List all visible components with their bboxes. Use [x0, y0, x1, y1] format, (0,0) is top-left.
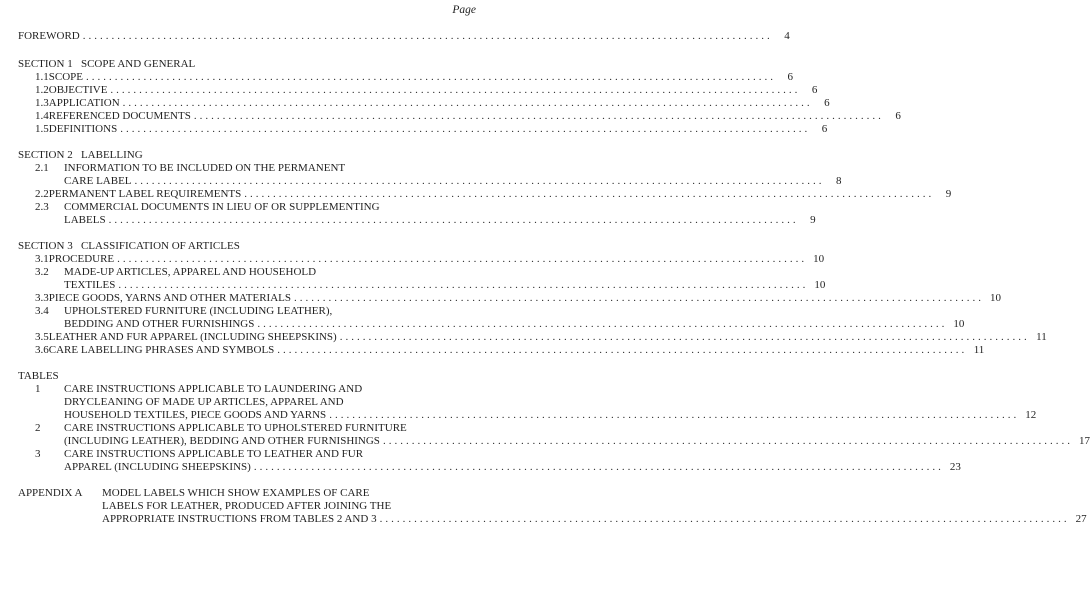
toc-entry-line[interactable] [18, 383, 480, 396]
entry-title-line: MODEL LABELS WHICH SHOW EXAMPLES OF CARE [102, 487, 370, 499]
toc-entry-line[interactable] [18, 422, 480, 435]
page-number: 17 [1078, 435, 1090, 447]
entry-title: PIECE GOODS, YARNS AND OTHER MATERIALS [48, 292, 291, 304]
page-number: 6 [824, 97, 830, 109]
page-number: 9 [810, 214, 816, 226]
entry-number: 1.5 [35, 123, 49, 135]
entry-title: HOUSEHOLD TEXTILES, PIECE GOODS AND YARNS [64, 409, 327, 421]
entry-number: 1.3 [35, 97, 49, 109]
dot-leader: ........................................................................................................................ [257, 318, 948, 330]
entry-title-line: COMMERCIAL DOCUMENTS IN LIEU OF OR SUPPLEMENTING [64, 201, 380, 213]
toc-entry-foreword[interactable] [18, 30, 790, 43]
dot-leader: ........................................................................................................................ [277, 344, 968, 356]
page-number: 8 [836, 175, 842, 187]
toc-entry[interactable] [18, 175, 842, 188]
entry-title-line: CARE INSTRUCTIONS APPLICABLE TO UPHOLSTERED FURNITURE [64, 422, 407, 434]
toc-entry[interactable] [18, 344, 985, 357]
toc-entry[interactable] [18, 279, 826, 292]
toc-entry[interactable] [18, 188, 952, 201]
entry-title: (INCLUDING LEATHER), BEDDING AND OTHER FURNISHINGS [64, 435, 380, 447]
toc-entry-line[interactable] [18, 201, 480, 214]
entry-title: DEFINITIONS [48, 123, 118, 135]
page-column-label: Page [452, 4, 476, 16]
tables-heading: TABLES [18, 370, 59, 382]
entry-title: OBJECTIVE [48, 84, 108, 96]
entry-title: LEATHER AND FUR APPAREL (INCLUDING SHEEPSKINS) [48, 331, 337, 343]
page-number: 10 [813, 253, 825, 265]
entry-number: 2.3 [35, 201, 49, 213]
section-title: CLASSIFICATION OF ARTICLES [80, 240, 240, 252]
entry-title: FOREWORD [18, 30, 80, 42]
entry-title-line: MADE-UP ARTICLES, APPAREL AND HOUSEHOLD [64, 266, 317, 278]
dot-leader: ........................................................................................................................ [329, 409, 1020, 421]
toc-entry[interactable] [18, 292, 1001, 305]
toc-entry[interactable] [18, 123, 828, 136]
dot-leader: ........................................................................................................................ [108, 214, 799, 226]
entry-title: PERMANENT LABEL REQUIREMENTS [48, 188, 242, 200]
toc-entry[interactable] [18, 214, 816, 227]
entry-title: TEXTILES [64, 279, 116, 291]
toc-entry[interactable] [18, 84, 818, 97]
toc-entry-line[interactable] [18, 448, 480, 461]
entry-title-line: CARE INSTRUCTIONS APPLICABLE TO LAUNDERING AND [64, 383, 363, 395]
dot-leader: ........................................................................................................................ [134, 175, 825, 187]
entry-title-line: INFORMATION TO BE INCLUDED ON THE PERMANENT [64, 162, 346, 174]
entry-number: 1.4 [35, 110, 49, 122]
dot-leader: ........................................................................................................................ [120, 123, 811, 135]
entry-title: SCOPE [48, 71, 83, 83]
dot-leader: ........................................................................................................................ [110, 84, 801, 96]
section-title: SCOPE AND GENERAL [80, 58, 196, 70]
entry-number: 3.3 [35, 292, 49, 304]
page-number: 12 [1025, 409, 1037, 421]
toc-entry[interactable] [18, 435, 1090, 448]
toc-entry[interactable] [18, 253, 825, 266]
page-number: 27 [1075, 513, 1087, 525]
toc-entry-line[interactable] [18, 305, 480, 318]
entry-title: REFERENCED DOCUMENTS [48, 110, 191, 122]
dot-leader: ........................................................................................................................ [122, 97, 813, 109]
entry-title: PROCEDURE [48, 253, 115, 265]
dot-leader: ........................................................................................................................ [379, 513, 1070, 525]
entry-title-line: UPHOLSTERED FURNITURE (INCLUDING LEATHER), [64, 305, 333, 317]
entry-title: APPROPRIATE INSTRUCTIONS FROM TABLES 2 AND 3 [102, 513, 377, 525]
appendix-label: APPENDIX A [18, 487, 83, 499]
page-number: 6 [787, 71, 793, 83]
section-label: SECTION 3 [18, 240, 73, 252]
page-number: 6 [811, 84, 818, 96]
page-number: 10 [953, 318, 965, 330]
page-number: 4 [784, 30, 790, 42]
dot-leader: ........................................................................................................................ [117, 253, 808, 265]
entry-title-line: CARE INSTRUCTIONS APPLICABLE TO LEATHER AND FUR [64, 448, 364, 460]
page-number: 6 [821, 123, 828, 135]
dot-leader: ........................................................................................................................ [82, 30, 773, 42]
entry-number: 3 [35, 448, 41, 460]
toc-entry[interactable] [18, 318, 965, 331]
page-number: 10 [814, 279, 826, 291]
entry-title: APPAREL (INCLUDING SHEEPSKINS) [64, 461, 251, 473]
toc-entry-line[interactable] [18, 396, 480, 409]
entry-number: 2 [35, 422, 41, 434]
entry-number: 1.2 [35, 84, 49, 96]
page-number: 11 [973, 344, 985, 356]
entry-number: 3.4 [35, 305, 49, 317]
toc-entry[interactable] [18, 331, 1047, 344]
page-number: 9 [945, 188, 952, 200]
dot-leader: ........................................................................................................................ [244, 188, 935, 200]
toc-entry-line[interactable] [18, 487, 480, 500]
toc-entry[interactable] [18, 97, 830, 110]
toc-entry-line[interactable] [18, 162, 480, 175]
table-of-contents [18, 30, 1090, 526]
entry-number: 3.2 [35, 266, 49, 278]
page-number: 6 [895, 110, 901, 122]
toc-entry-line[interactable] [18, 500, 480, 513]
page-number: 10 [989, 292, 1001, 304]
entry-title: APPLICATION [48, 97, 120, 109]
entry-number: 1 [35, 383, 41, 395]
entry-number: 2.1 [35, 162, 49, 174]
toc-entry-appendix-a[interactable] [18, 513, 1087, 526]
section-3-heading [18, 240, 480, 253]
entry-title: CARE LABEL [64, 175, 132, 187]
dot-leader: ........................................................................................................................ [382, 435, 1073, 447]
entry-title: CARE LABELLING PHRASES AND SYMBOLS [48, 344, 275, 356]
section-2-heading [18, 149, 480, 162]
entry-title: LABELS [64, 214, 106, 226]
entry-number: 3.6 [35, 344, 49, 356]
entry-title-line: LABELS FOR LEATHER, PRODUCED AFTER JOINING THE [102, 500, 392, 512]
entry-number: 3.1 [35, 253, 49, 265]
section-label: SECTION 2 [18, 149, 73, 161]
section-label: SECTION 1 [18, 58, 73, 70]
dot-leader: ........................................................................................................................ [293, 292, 984, 304]
dot-leader: ........................................................................................................................ [86, 71, 776, 83]
section-1-heading [18, 58, 480, 71]
entry-number: 3.5 [35, 331, 49, 343]
entry-number: 2.2 [35, 188, 49, 200]
toc-entry[interactable] [18, 461, 961, 474]
section-title: LABELLING [80, 149, 143, 161]
dot-leader: ........................................................................................................................ [253, 461, 944, 473]
entry-title-line: DRYCLEANING OF MADE UP ARTICLES, APPAREL AND [64, 396, 344, 408]
dot-leader: ........................................................................................................................ [118, 279, 809, 291]
page-number: 11 [1036, 331, 1047, 343]
page-number: 23 [949, 461, 961, 473]
dot-leader: ........................................................................................................................ [339, 331, 1030, 343]
dot-leader: ........................................................................................................................ [193, 110, 884, 122]
entry-title: BEDDING AND OTHER FURNISHINGS [64, 318, 255, 330]
toc-entry-line[interactable] [18, 266, 480, 279]
toc-entry[interactable] [18, 71, 793, 84]
entry-number: 1.1 [35, 71, 49, 83]
toc-entry[interactable] [18, 409, 1037, 422]
toc-entry[interactable] [18, 110, 901, 123]
